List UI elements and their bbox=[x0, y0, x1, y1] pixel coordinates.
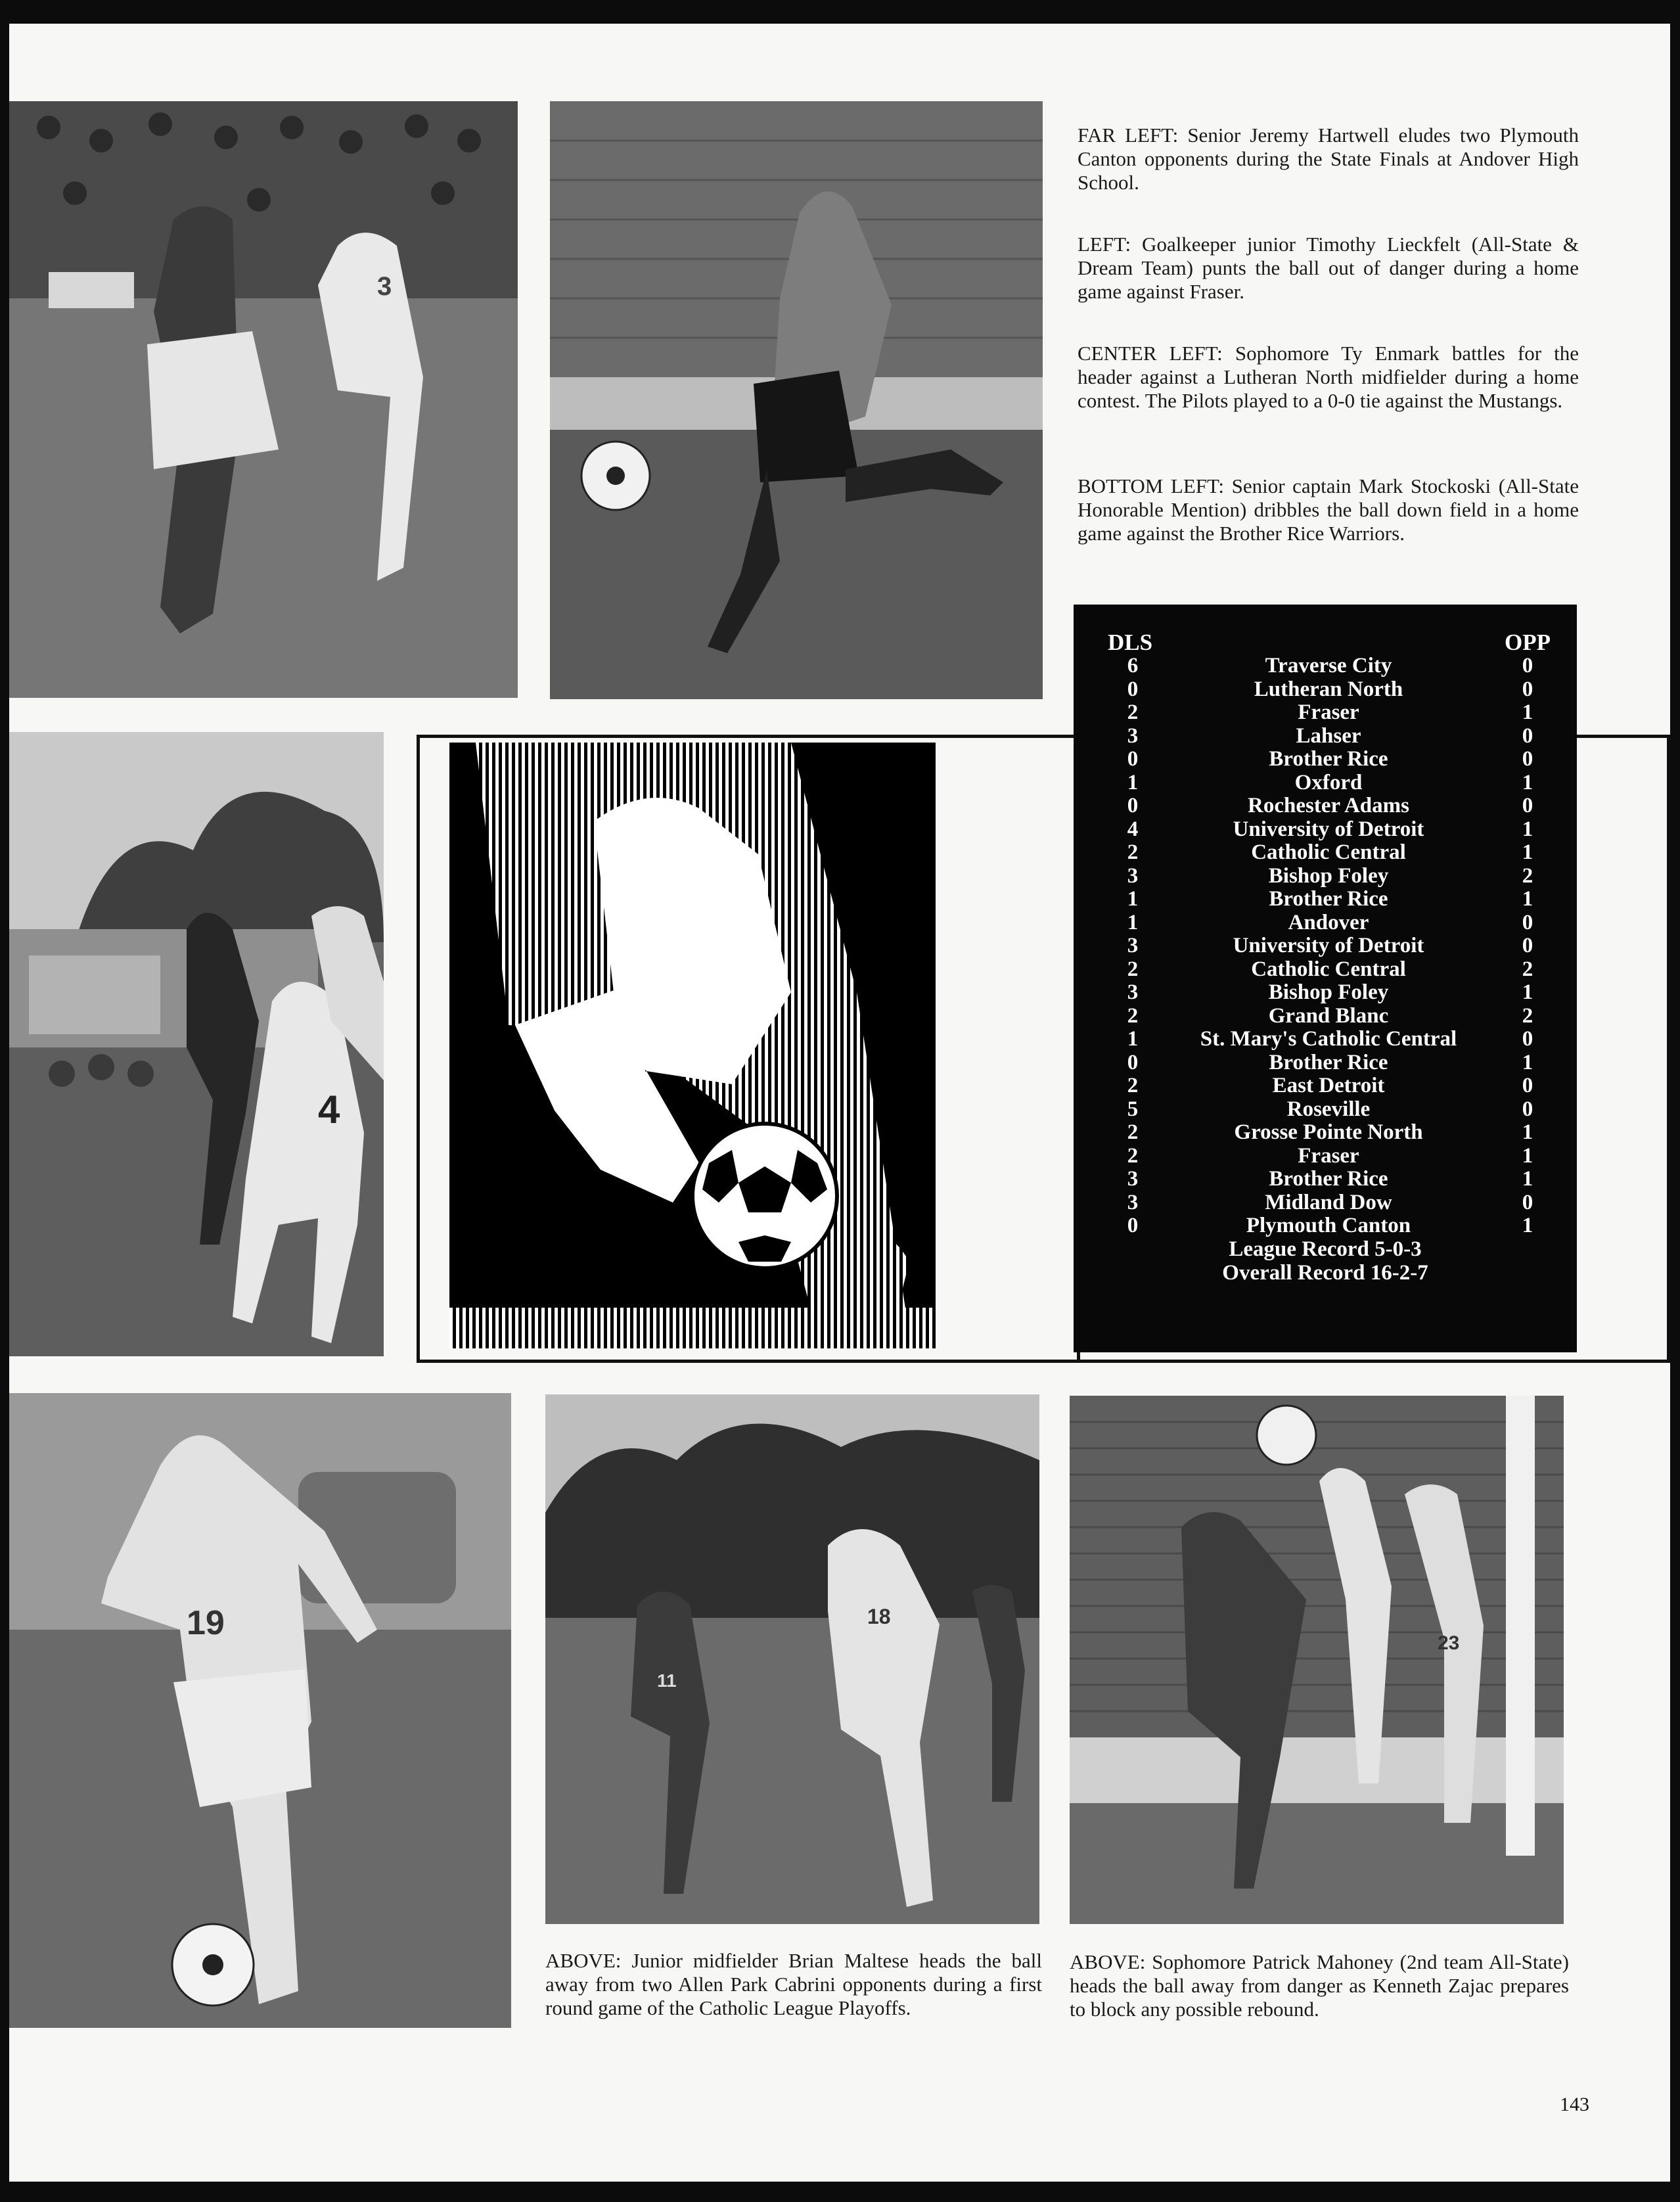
photo-far-left bbox=[9, 101, 518, 698]
caption-left: LEFT: Goalkeeper junior Timothy Lieckfelt (All-State & Dream Team) punts the ball out of danger during a home game against Fraser. bbox=[1078, 233, 1579, 303]
opp-score: 1 bbox=[1522, 817, 1533, 841]
opp-score: 0 bbox=[1522, 654, 1533, 677]
opp-score: 0 bbox=[1522, 677, 1533, 701]
opp-score: 1 bbox=[1522, 1214, 1533, 1237]
jersey-number: 18 bbox=[867, 1605, 891, 1628]
caption-bottom-left: BOTTOM LEFT: Senior captain Mark Stockoski (All-State Honorable Mention) dribbles the ball down field in a home game against the Brother Rice Warriors. bbox=[1078, 474, 1579, 545]
opp-score: 1 bbox=[1522, 770, 1533, 794]
dls-score: 5 bbox=[1127, 1097, 1139, 1121]
dls-score: 2 bbox=[1127, 1143, 1139, 1168]
jersey-number: 23 bbox=[1438, 1632, 1460, 1654]
opp-score: 0 bbox=[1522, 794, 1533, 817]
dls-score: 0 bbox=[1127, 1050, 1139, 1074]
scoreboard-header-dls: DLS bbox=[1108, 630, 1153, 655]
opp-score: 2 bbox=[1522, 1003, 1533, 1028]
caption-center-left: CENTER LEFT: Sophomore Ty Enmark battles for the header against a Lutheran North midfielder during a home contest. The Pilots played to a 0-0 tie against the Mustangs. bbox=[1078, 342, 1579, 412]
page-number: 143 bbox=[1560, 2094, 1589, 2115]
opp-score: 1 bbox=[1522, 980, 1533, 1004]
opponent-name: Fraser bbox=[1298, 700, 1359, 724]
dls-score: 6 bbox=[1127, 654, 1139, 677]
opp-score: 0 bbox=[1522, 723, 1533, 748]
opponent-name: Andover bbox=[1288, 910, 1369, 934]
opp-score: 0 bbox=[1522, 1097, 1533, 1121]
opponent-name: Roseville bbox=[1286, 1097, 1371, 1121]
opponent-name: East Detroit bbox=[1272, 1074, 1385, 1097]
overall-record: Overall Record 16-2-7 bbox=[1222, 1261, 1428, 1285]
opponent-name: Oxford bbox=[1294, 770, 1363, 794]
dls-score: 1 bbox=[1127, 1027, 1139, 1051]
opponent-name: Bishop Foley bbox=[1268, 863, 1389, 888]
opp-score: 0 bbox=[1522, 1190, 1533, 1214]
soccer-kick-artwork bbox=[449, 743, 936, 1348]
opponent-name: Lahser bbox=[1296, 723, 1361, 748]
photo-left-goalkeeper bbox=[550, 101, 1043, 699]
dls-score: 3 bbox=[1127, 934, 1139, 957]
opponent-name: Brother Rice bbox=[1269, 887, 1388, 911]
opp-score: 1 bbox=[1522, 840, 1533, 864]
photo-above-center bbox=[545, 1394, 1039, 1924]
opp-score: 1 bbox=[1522, 1120, 1533, 1144]
dls-score: 0 bbox=[1127, 794, 1139, 817]
dls-score: 2 bbox=[1127, 1003, 1139, 1028]
dls-score: 1 bbox=[1127, 910, 1139, 934]
caption-above-right: ABOVE: Sophomore Patrick Mahoney (2nd team All-State) heads the ball away from danger as Kenneth Zajac prepares to block any possible rebound. bbox=[1070, 1950, 1569, 2021]
opp-score: 1 bbox=[1522, 1167, 1533, 1191]
yearbook-page bbox=[9, 24, 1670, 2182]
opponent-name: University of Detroit bbox=[1233, 934, 1424, 957]
dls-score: 2 bbox=[1127, 957, 1139, 981]
opponent-name: Brother Rice bbox=[1269, 747, 1388, 771]
dls-score: 0 bbox=[1127, 677, 1139, 701]
opp-score: 0 bbox=[1522, 1027, 1533, 1051]
caption-above-center: ABOVE: Junior midfielder Brian Maltese heads the ball away from two Allen Park Cabrini opponents during a first round game of the Catholic League Playoffs. bbox=[545, 1949, 1042, 2019]
opponent-name: Traverse City bbox=[1265, 654, 1392, 677]
scoreboard-dls-scores bbox=[1120, 654, 1146, 1238]
caption-far-left: FAR LEFT: Senior Jeremy Hartwell eludes two Plymouth Canton opponents during the State Finals at Andover High School. bbox=[1078, 124, 1579, 194]
opponent-name: St. Mary's Catholic Central bbox=[1200, 1027, 1457, 1051]
league-record: League Record 5-0-3 bbox=[1229, 1237, 1422, 1261]
opponent-name: Midland Dow bbox=[1265, 1190, 1392, 1214]
season-scoreboard bbox=[1074, 605, 1577, 1352]
opponent-name: Catholic Central bbox=[1251, 840, 1406, 864]
jersey-number: 11 bbox=[657, 1670, 677, 1691]
opp-score: 1 bbox=[1522, 700, 1533, 724]
opp-score: 1 bbox=[1522, 1050, 1533, 1074]
opponent-name: Lutheran North bbox=[1254, 677, 1403, 701]
frame-right-line bbox=[1667, 735, 1670, 1363]
opponent-name: University of Detroit bbox=[1233, 817, 1424, 841]
scoreboard-opponents bbox=[1152, 654, 1505, 1238]
dls-score: 1 bbox=[1127, 887, 1139, 911]
dls-score: 2 bbox=[1127, 840, 1139, 864]
opponent-name: Grosse Pointe North bbox=[1234, 1120, 1423, 1144]
dls-score: 0 bbox=[1127, 1214, 1139, 1237]
opponent-name: Rochester Adams bbox=[1248, 794, 1409, 817]
scoreboard-header-opp: OPP bbox=[1505, 630, 1551, 655]
dls-score: 3 bbox=[1127, 1190, 1139, 1214]
jersey-number: 19 bbox=[187, 1604, 225, 1642]
dls-score: 1 bbox=[1127, 770, 1139, 794]
opp-score: 0 bbox=[1522, 934, 1533, 957]
dls-score: 3 bbox=[1127, 723, 1139, 748]
opp-score: 1 bbox=[1522, 887, 1533, 911]
opp-score: 0 bbox=[1522, 1074, 1533, 1097]
dls-score: 0 bbox=[1127, 747, 1139, 771]
jersey-number: 4 bbox=[318, 1088, 340, 1132]
photo-bottom-left bbox=[9, 1393, 511, 2028]
opponent-name: Brother Rice bbox=[1269, 1167, 1388, 1191]
photo-center-left bbox=[9, 732, 384, 1356]
dls-score: 3 bbox=[1127, 1167, 1139, 1191]
opponent-name: Brother Rice bbox=[1269, 1050, 1388, 1074]
opp-score: 2 bbox=[1522, 863, 1533, 888]
opponent-name: Grand Blanc bbox=[1268, 1003, 1389, 1028]
opp-score: 2 bbox=[1522, 957, 1533, 981]
opponent-name: Bishop Foley bbox=[1268, 980, 1389, 1004]
opponent-name: Fraser bbox=[1298, 1143, 1359, 1168]
opp-score: 1 bbox=[1522, 1143, 1533, 1168]
opp-score: 0 bbox=[1522, 910, 1533, 934]
dls-score: 4 bbox=[1127, 817, 1139, 841]
photo-above-right bbox=[1070, 1396, 1564, 1924]
opponent-name: Catholic Central bbox=[1251, 957, 1406, 981]
dls-score: 3 bbox=[1127, 980, 1139, 1004]
dls-score: 2 bbox=[1127, 700, 1139, 724]
opponent-name: Plymouth Canton bbox=[1246, 1214, 1411, 1237]
dls-score: 3 bbox=[1127, 863, 1139, 888]
frame-bottom-line bbox=[1074, 1360, 1670, 1363]
opp-score: 0 bbox=[1522, 747, 1533, 771]
dls-score: 2 bbox=[1127, 1074, 1139, 1097]
jersey-number: 3 bbox=[377, 272, 392, 301]
dls-score: 2 bbox=[1127, 1120, 1139, 1144]
scoreboard-opp-scores bbox=[1514, 654, 1541, 1238]
